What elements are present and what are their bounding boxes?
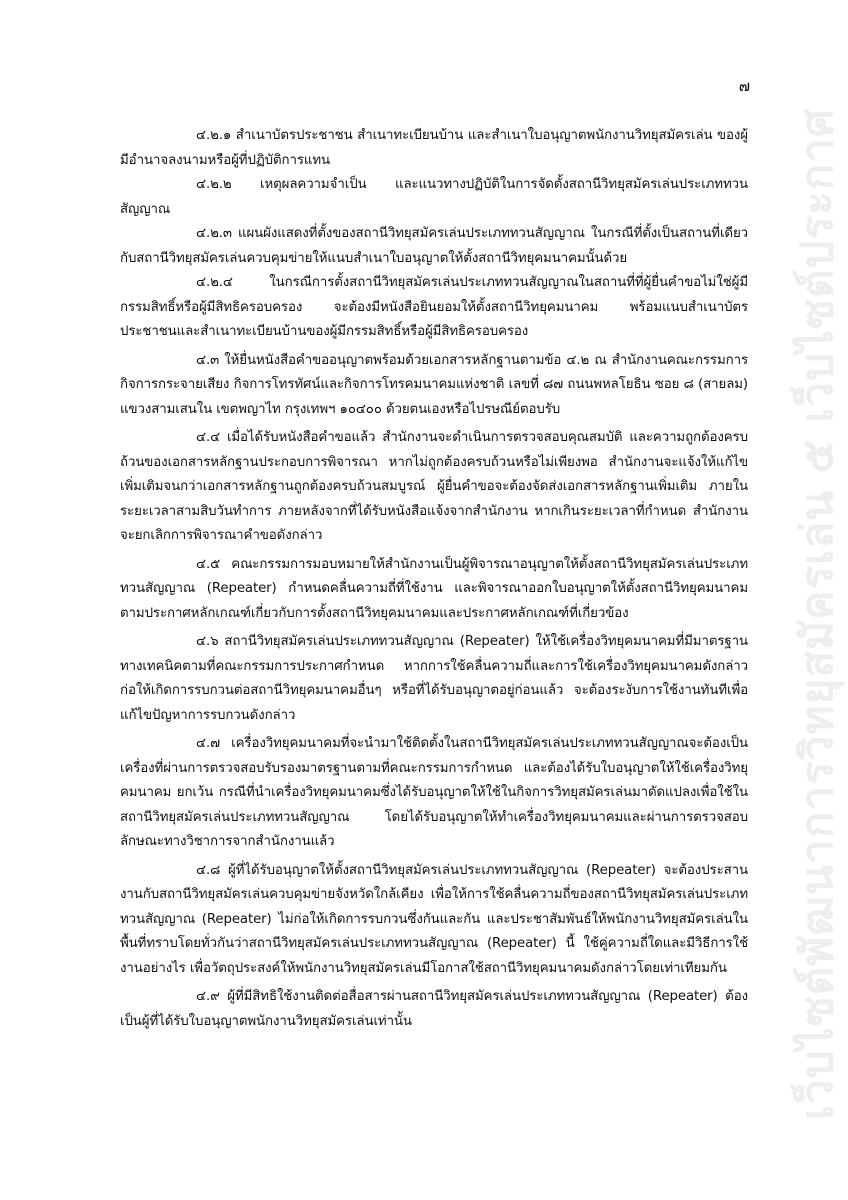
clause-4-2-1: ๔.๒.๑ สำเนาบัตรประชาชน สำเนาทะเบียนบ้าน และสำเนาใบอนุญาตพนักงานวิทยุสมัครเล่น ของผู้มีอำนาจลงนามหรือผู้ที่ปฏิบัติการแทน bbox=[120, 128, 748, 168]
vertical-watermark: เว็บไซต์พัฒนาการวิทยุสมัครเล่น ๕ เว็บไซต์ประกาศ bbox=[792, 108, 843, 1120]
page-number: ๗ bbox=[738, 77, 750, 95]
clause-4-7: ๔.๗ เครื่องวิทยุคมนาคมที่จะนำมาใช้ติดตั้งในสถานีวิทยุสมัครเล่นประเภททวนสัญญาณจะต้องเป็นเครื่องที่ผ่านการตรวจสอบรับรองมาตรฐานตามที่คณะกรรมการกำหนด และต้องได้รับใบอนุญาตให้ใช้เครื่องวิทยุคมนาคม ยกเว้น กรณีที่นำเครื่องวิทยุคมนาคมซึ่งได้รับอนุญาตให้ใช้ในกิจการวิทยุสมัครเล่นมาดัดแปลงเพื่อใช้ในสถานีวิทยุสมัครเล่นประเภททวนสัญญาณ โดยได้รับอนุญาตให้ทำเครื่องวิทยุคมนาคมและผ่านการตรวจสอบลักษณะทางวิชาการจากสำนักงานแล้ว bbox=[120, 736, 748, 849]
clause-4-4: ๔.๔ เมื่อได้รับหนังสือคำขอแล้ว สำนักงานจะดำเนินการตรวจสอบคุณสมบัติ และความถูกต้องครบถ้วนของเอกสารหลักฐานประกอบการพิจารณา หากไม่ถูกต้องครบถ้วนหรือไม่เพียงพอ สำนักงานจะแจ้งให้แก้ไขเพิ่มเติมจนกว่าเอกสารหลักฐานถูกต้องครบถ้วนสมบูรณ์ ผู้ยื่นคำขอจะต้องจัดส่งเอกสารหลักฐานเพิ่มเติม ภายในระยะเวลาสามสิบวันทำการ ภายหลังจากที่ได้รับหนังสือแจ้งจากสำนักงาน หากเกินระยะเวลาที่กำหนด สำนักงานจะยกเลิกการพิจารณาคำขอดังกล่าว bbox=[120, 430, 748, 543]
clause-4-6: ๔.๖ สถานีวิทยุสมัครเล่นประเภททวนสัญญาณ (Repeater) ให้ใช้เครื่องวิทยุคมนาคมที่มีมาตรฐานทางเทคนิคตามที่คณะกรรมการประกาศกำหนด หากการใช้คลื่นความถี่และการใช้เครื่องวิทยุคมนาคมดังกล่าวก่อให้เกิดการรบกวนต่อสถานีวิทยุคมนาคมอื่นๆ หรือที่ได้รับอนุญาตอยู่ก่อนแล้ว จะต้องระงับการใช้งานทันทีเพื่อแก้ไขปัญหาการรบกวนดังกล่าว bbox=[120, 634, 748, 723]
clause-4-2-4: ๔.๒.๔ ในกรณีการตั้งสถานีวิทยุสมัครเล่นประเภททวนสัญญาณในสถานที่ที่ผู้ยื่นคำขอไม่ใช่ผู้มีกรรมสิทธิ์หรือผู้มีสิทธิครอบครอง จะต้องมีหนังสือยินยอมให้ตั้งสถานีวิทยุคมนาคม พร้อมแนบสำเนาบัตรประชาชนและสำเนาทะเบียนบ้านของผู้มีกรรมสิทธิ์หรือผู้มีสิทธิครอบครอง bbox=[120, 275, 748, 339]
clause-4-8: ๔.๘ ผู้ที่ได้รับอนุญาตให้ตั้งสถานีวิทยุสมัครเล่นประเภททวนสัญญาณ (Repeater) จะต้องประสานงานกับสถานีวิทยุสมัครเล่นควบคุมข่ายจังหวัดใกล้เคียง เพื่อให้การใช้คลื่นความถี่ของสถานีวิทยุสมัครเล่นประเภททวนสัญญาณ (Repeater) ไม่ก่อให้เกิดการรบกวนซึ่งกันและกัน และประชาสัมพันธ์ให้พนักงานวิทยุสมัครเล่นในพื้นที่ทราบโดยทั่วกันว่าสถานีวิทยุสมัครเล่นประเภททวนสัญญาณ (Repeater) นี้ ใช้คู่ความถี่ใดและมีวิธีการใช้งานอย่างไร เพื่อวัตถุประสงค์ให้พนักงานวิทยุสมัครเล่นมีโอกาสใช้สถานีวิทยุคมนาคมดังกล่าวโดยเท่าเทียมกัน bbox=[120, 862, 748, 976]
clause-4-9: ๔.๙ ผู้ที่มีสิทธิใช้งานติดต่อสื่อสารผ่านสถานีวิทยุสมัครเล่นประเภททวนสัญญาณ (Repeater) ต้องเป็นผู้ที่ได้รับใบอนุญาตพนักงานวิทยุสมัครเล่นเท่านั้น bbox=[120, 989, 748, 1029]
document-body bbox=[120, 124, 748, 1034]
clause-4-3: ๔.๓ ให้ยื่นหนังสือคำขออนุญาตพร้อมด้วยเอกสารหลักฐานตามข้อ ๔.๒ ณ สำนักงานคณะกรรมการกิจการกระจายเสียง กิจการโทรทัศน์และกิจการโทรคมนาคมแห่งชาติ เลขที่ ๘๗ ถนนพหลโยธิน ซอย ๘ (สายลม) แขวงสามเสนใน เขตพญาไท กรุงเทพฯ ๑๐๔๐๐ ด้วยตนเองหรือไปรษณีย์ตอบรับ bbox=[120, 352, 748, 417]
clause-4-2-3: ๔.๒.๓ แผนผังแสดงที่ตั้งของสถานีวิทยุสมัครเล่นประเภททวนสัญญาณ ในกรณีที่ตั้งเป็นสถานที่เดียวกับสถานีวิทยุสมัครเล่นควบคุมข่ายให้แนบสำเนาใบอนุญาตให้ตั้งสถานีวิทยุคมนาคมนั้นด้วย bbox=[120, 226, 748, 266]
clause-4-5: ๔.๕ คณะกรรมการมอบหมายให้สำนักงานเป็นผู้พิจารณาอนุญาตให้ตั้งสถานีวิทยุสมัครเล่นประเภททวนสัญญาณ (Repeater) กำหนดคลื่นความถี่ที่ใช้งาน และพิจารณาออกใบอนุญาตให้ตั้งสถานีวิทยุคมนาคมตามประกาศหลักเกณฑ์เกี่ยวกับการตั้งสถานีวิทยุคมนาคมและประกาศหลักเกณฑ์ที่เกี่ยวข้อง bbox=[120, 556, 748, 621]
clause-4-2-2: ๔.๒.๒ เหตุผลความจำเป็น และแนวทางปฏิบัติในการจัดตั้งสถานีวิทยุสมัครเล่นประเภททวนสัญญาณ bbox=[120, 177, 748, 217]
